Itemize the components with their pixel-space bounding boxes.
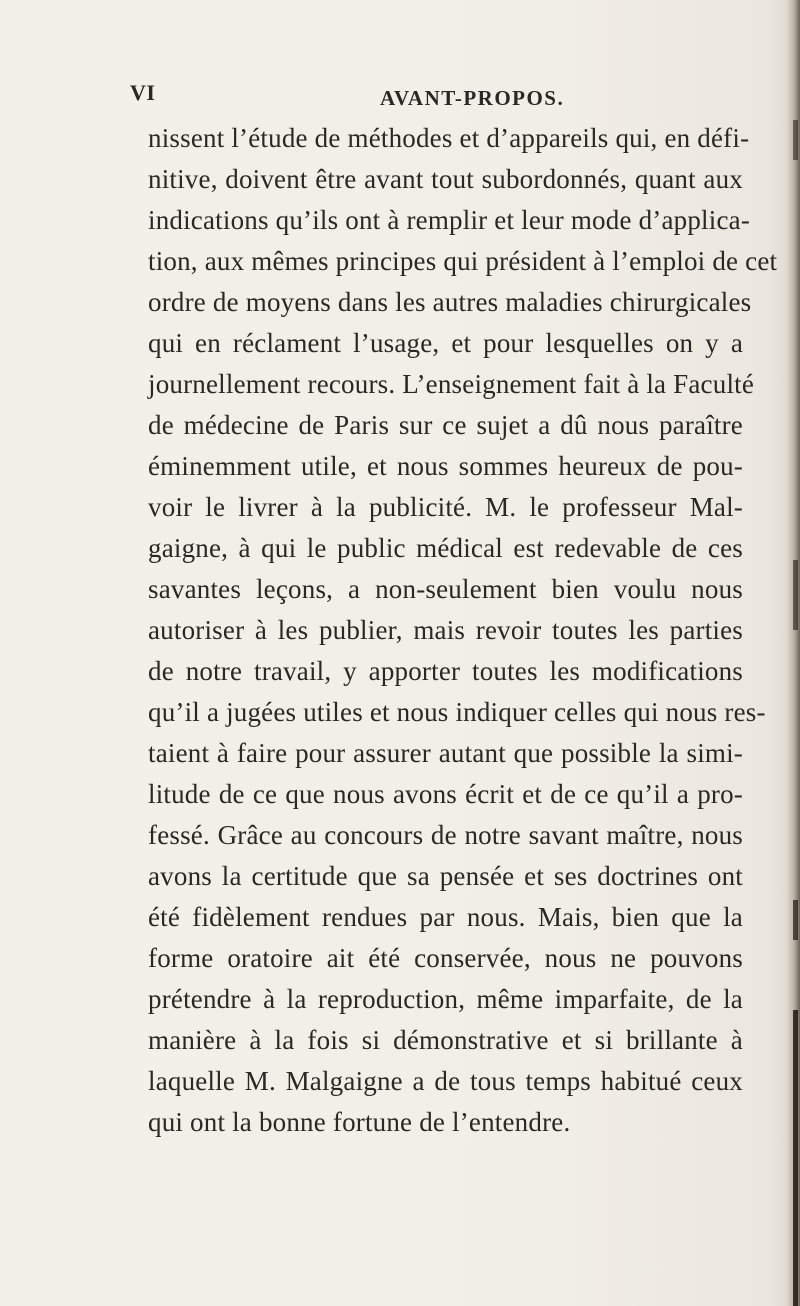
text-line: journellement recours. L’enseignement fait à la Faculté <box>148 369 755 399</box>
text-line: gaigne, à qui le public médical est redevable de ces <box>148 533 743 563</box>
text-line: prétendre à la reproduction, même imparfaite, de la <box>148 984 743 1014</box>
text-line: indications qu’ils ont à remplir et leur mode d’applica- <box>148 205 751 235</box>
text-line: nitive, doivent être avant tout subordonnés, quant aux <box>148 164 743 194</box>
page-number: VI <box>130 80 156 105</box>
text-line: savantes leçons, a non-seulement bien voulu nous <box>148 574 743 604</box>
page-edge-mark <box>793 900 798 940</box>
page-header <box>130 80 750 116</box>
text-line: manière à la fois si démonstrative et si brillante à <box>148 1025 743 1055</box>
text-line: litude de ce que nous avons écrit et de ce qu’il a pro- <box>148 779 743 809</box>
text-line: voir le livrer à la publicité. M. le professeur Mal- <box>148 492 743 522</box>
text-line: qui ont la bonne fortune de l’entendre. <box>148 1107 571 1137</box>
text-line: qu’il a jugées utiles et nous indiquer celles qui nous res- <box>148 697 766 727</box>
text-line: éminemment utile, et nous sommes heureux de pou- <box>148 451 743 481</box>
body-text <box>148 118 778 1143</box>
text-line: forme oratoire ait été conservée, nous ne pouvons <box>148 943 743 973</box>
text-line: laquelle M. Malgaigne a de tous temps habitué ceux <box>148 1066 743 1096</box>
running-head: AVANT-PROPOS. <box>380 86 565 110</box>
text-line: été fidèlement rendues par nous. Mais, bien que la <box>148 902 743 932</box>
text-line: autoriser à les publier, mais revoir toutes les parties <box>148 615 743 645</box>
text-line: avons la certitude que sa pensée et ses doctrines ont <box>148 861 743 891</box>
text-line: tion, aux mêmes principes qui président à l’emploi de cet <box>148 246 778 276</box>
text-line: de médecine de Paris sur ce sujet a dû nous paraître <box>148 410 743 440</box>
text-line: nissent l’étude de méthodes et d’appareils qui, en défi- <box>148 123 750 153</box>
text-line: de notre travail, y apporter toutes les modifications <box>148 656 743 686</box>
text-line: taient à faire pour assurer autant que possible la simi- <box>148 738 743 768</box>
text-line: qui en réclament l’usage, et pour lesquelles on y a <box>148 328 743 358</box>
page-edge-mark <box>793 560 798 630</box>
page-edge-mark <box>793 1010 798 1306</box>
page-edge-mark <box>793 120 798 160</box>
text-line: ordre de moyens dans les autres maladies chirurgicales <box>148 287 752 317</box>
text-line: fessé. Grâce au concours de notre savant maître, nous <box>148 820 743 850</box>
